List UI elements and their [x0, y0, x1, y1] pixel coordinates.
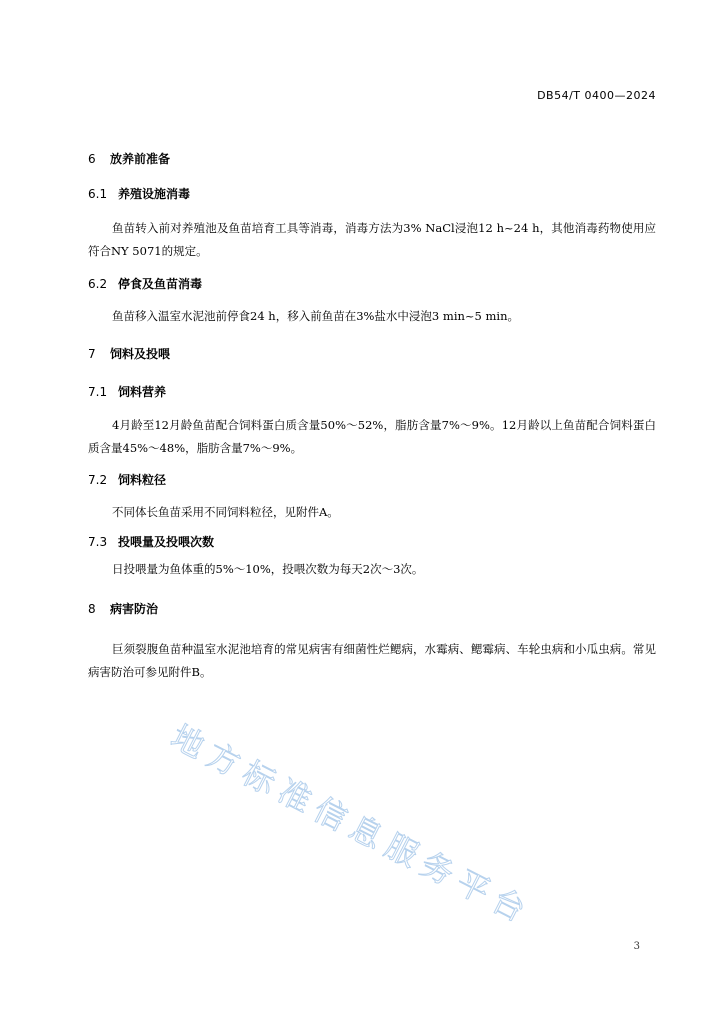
section-7-2-heading — [88, 471, 166, 488]
section-6-1-title: 养殖设施消毒 — [118, 187, 191, 201]
section-7-3-heading — [88, 533, 214, 550]
section-8-number: 8 — [88, 602, 96, 616]
section-7-1-body: 4月龄至12月龄鱼苗配合饲料蛋白质含量50%～52%，脂肪含量7%～9%。12月龄以上鱼苗配合饲料蛋白质含量45%～48%，脂肪含量7%～9%。 — [88, 418, 656, 455]
section-7-title: 饲料及投喂 — [110, 347, 171, 361]
section-8-body: 巨须裂腹鱼苗种温室水泥池培育的常见病害有细菌性烂鳃病，水霉病、鳃霉病、车轮虫病和小瓜虫病。常见病害防治可参见附件B。 — [88, 642, 656, 679]
watermark-text: 地方标准信息服务平台 — [165, 717, 539, 933]
section-7-1-heading — [88, 383, 166, 400]
section-6-2-heading — [88, 275, 202, 292]
section-8-title: 病害防治 — [110, 602, 159, 616]
document-code: DB54/T 0400—2024 — [537, 89, 656, 102]
section-7-3-title: 投喂量及投喂次数 — [118, 535, 215, 549]
section-7-heading — [88, 345, 170, 362]
section-7-3-body: 日投喂量为鱼体重的5%～10%，投喂次数为每天2次～3次。 — [112, 562, 424, 576]
section-6-2-title: 停食及鱼苗消毒 — [118, 277, 203, 291]
page-number: 3 — [633, 941, 640, 952]
section-7-1-number: 7.1 — [88, 385, 108, 399]
section-7-2-title: 饲料粒径 — [118, 473, 167, 487]
section-8-heading — [88, 600, 158, 617]
section-6-2-number: 6.2 — [88, 277, 108, 291]
section-6-2-body: 鱼苗移入温室水泥池前停食24 h，移入前鱼苗在3%盐水中浸泡3 min~5 min。 — [112, 309, 519, 323]
section-6-title: 放养前准备 — [110, 152, 171, 166]
section-6-number: 6 — [88, 152, 96, 166]
section-6-1-body: 鱼苗转入前对养殖池及鱼苗培育工具等消毒，消毒方法为3% NaCl浸泡12 h~24 h，其他消毒药物使用应符合NY 5071的规定。 — [88, 221, 656, 258]
section-7-2-body: 不同体长鱼苗采用不同饲料粒径，见附件A。 — [112, 505, 339, 519]
section-6-heading — [88, 150, 170, 167]
section-7-number: 7 — [88, 347, 96, 361]
section-6-1-number: 6.1 — [88, 187, 108, 201]
section-7-1-title: 饲料营养 — [118, 385, 167, 399]
section-7-2-number: 7.2 — [88, 473, 108, 487]
section-7-3-number: 7.3 — [88, 535, 108, 549]
section-6-1-heading — [88, 185, 190, 202]
